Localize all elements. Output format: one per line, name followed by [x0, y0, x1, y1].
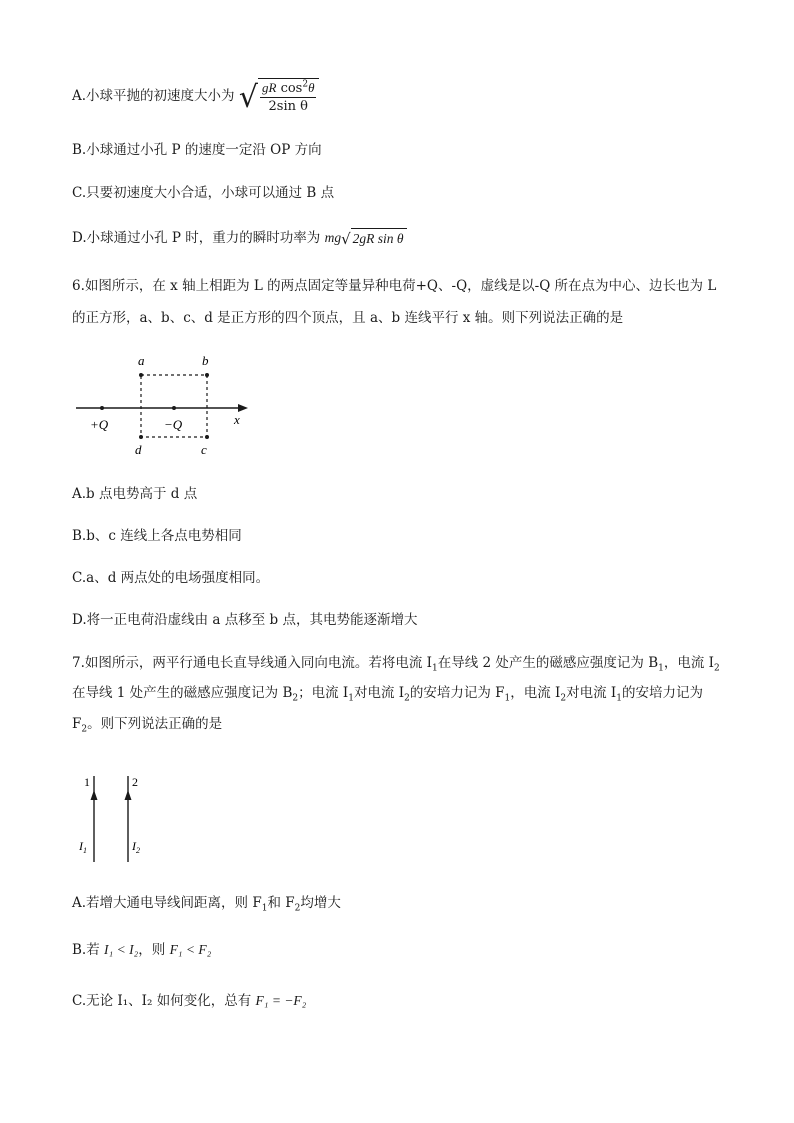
charge-minus-q — [172, 406, 176, 410]
text: 对电流 I — [566, 685, 617, 701]
q5-option-d — [72, 228, 407, 249]
text: C.无论 I₁、I₂ 如何变化，总有 — [72, 993, 256, 1009]
text: 的安培力记为 — [621, 685, 703, 701]
point-d — [139, 435, 143, 439]
q7-stem-line2 — [72, 683, 703, 703]
label-i2 — [131, 839, 140, 855]
q6-option-b: B.b、c 连线上各点电势相同 — [72, 528, 242, 544]
q5-option-b: B.小球通过小孔 P 的速度一定沿 OP 方向 — [72, 142, 322, 158]
charge-plus-q — [100, 406, 104, 410]
subscript: 1 — [432, 663, 438, 674]
q5-option-a-text: A.小球平抛的初速度大小为 — [72, 88, 235, 104]
force-equation: F₁ = −F₂ — [255, 993, 307, 1008]
text: 。则下列说法正确的是 — [87, 716, 223, 732]
label-b: b — [202, 353, 209, 368]
subscript: 2 — [560, 693, 567, 704]
q7-option-a — [72, 893, 341, 913]
text: 在导线 2 处产生的磁感应强度记为 B — [437, 655, 659, 671]
q6-stem-line2: 的正方形，a、b、c、d 是正方形的四个顶点，且 a、b 连线平行 x 轴。则下列说法正确的是 — [72, 310, 624, 326]
subscript: 2 — [294, 903, 301, 914]
denominator: 2sin θ — [268, 99, 308, 114]
sqrt-radicand: 2gR sin θ — [351, 228, 407, 249]
text: B.若 — [72, 942, 105, 958]
q6-stem-line1: 6.如图所示，在 x 轴上相距为 L 的两点固定等量异种电荷+Q、-Q，虚线是以-Q 所在点为中心、边长也为 L — [72, 278, 717, 294]
q5-option-d-text: D.小球通过小孔 P 时，重力的瞬时功率为 — [72, 230, 321, 246]
q7-option-b — [72, 940, 211, 960]
q6-option-c: C.a、d 两点处的电场强度相同。 — [72, 570, 270, 586]
q6-option-d: D.将一正电荷沿虚线由 a 点移至 b 点，其电势能逐渐增大 — [72, 612, 418, 628]
text: 7.如图所示，两平行通电长直导线通入同向电流。若将电流 I — [72, 655, 433, 671]
numerator-power: 2 — [302, 79, 309, 90]
text: A.若增大通电导线间距离，则 F — [72, 895, 262, 911]
point-b — [205, 373, 209, 377]
text: ，则 — [138, 942, 170, 958]
subscript: 1 — [504, 693, 511, 704]
label-i2-sub: 2 — [136, 846, 140, 855]
subscript: 1 — [261, 903, 268, 914]
wire-2-arrow-icon — [125, 790, 132, 800]
sqrt-expression: √ $\frac{gR \cos^2\theta}{\text{2sin θ}}$ — [239, 78, 320, 115]
subscript: 2 — [292, 693, 299, 704]
text: ，电流 I — [663, 655, 714, 671]
numerator-theta: θ — [308, 80, 315, 95]
text: F — [72, 716, 82, 732]
label-i2-main: I — [132, 839, 136, 853]
q5-option-a — [72, 78, 319, 115]
label-d: d — [135, 442, 142, 457]
sqrt-expression: √ 2gR sin θ — [341, 228, 406, 249]
subscript: 1 — [616, 693, 622, 704]
point-a — [139, 373, 143, 377]
inequality-force: F₁ < F₂ — [169, 942, 212, 957]
text: 对电流 I — [353, 685, 405, 701]
q7-option-c — [72, 991, 306, 1011]
label-c: c — [201, 442, 207, 457]
point-c — [205, 435, 209, 439]
label-i1-main: I — [79, 839, 83, 853]
q6-figure — [72, 348, 262, 458]
subscript: 2 — [714, 663, 720, 674]
label-x-axis: x — [234, 412, 240, 427]
numerator-gr: gR — [261, 80, 277, 95]
q7-figure — [72, 768, 162, 868]
label-wire-1: 1 — [84, 775, 90, 789]
q7-stem-line1 — [72, 653, 720, 673]
wire-1-arrow-icon — [91, 790, 98, 800]
label-a: a — [138, 353, 145, 368]
x-axis-arrow-icon — [238, 404, 248, 412]
q6-option-a: A.b 点电势高于 d 点 — [72, 486, 198, 502]
text: ，电流 I — [510, 685, 561, 701]
power-coefficient: mg — [324, 230, 342, 245]
label-i1 — [78, 839, 87, 855]
subscript: 2 — [81, 724, 88, 735]
label-wire-2: 2 — [132, 775, 138, 789]
text: 在导线 1 处产生的磁感应强度记为 B — [72, 685, 293, 701]
q7-stem-line3 — [72, 714, 222, 734]
numerator-cos: cos — [280, 81, 303, 96]
text: 均增大 — [300, 895, 341, 911]
subscript: 2 — [404, 693, 410, 704]
label-i1-sub: 1 — [83, 846, 87, 855]
text: 和 F — [267, 895, 295, 911]
inequality-current: I₁ < I₂ — [104, 942, 139, 957]
text: ；电流 I — [298, 685, 349, 701]
label-minus-q: −Q — [164, 417, 183, 432]
q5-option-c: C.只要初速度大小合适，小球可以通过 B 点 — [72, 185, 335, 201]
subscript: 1 — [348, 693, 354, 704]
label-plus-q: +Q — [90, 417, 109, 432]
text: 的安培力记为 F — [409, 685, 505, 701]
subscript: 1 — [658, 663, 664, 674]
